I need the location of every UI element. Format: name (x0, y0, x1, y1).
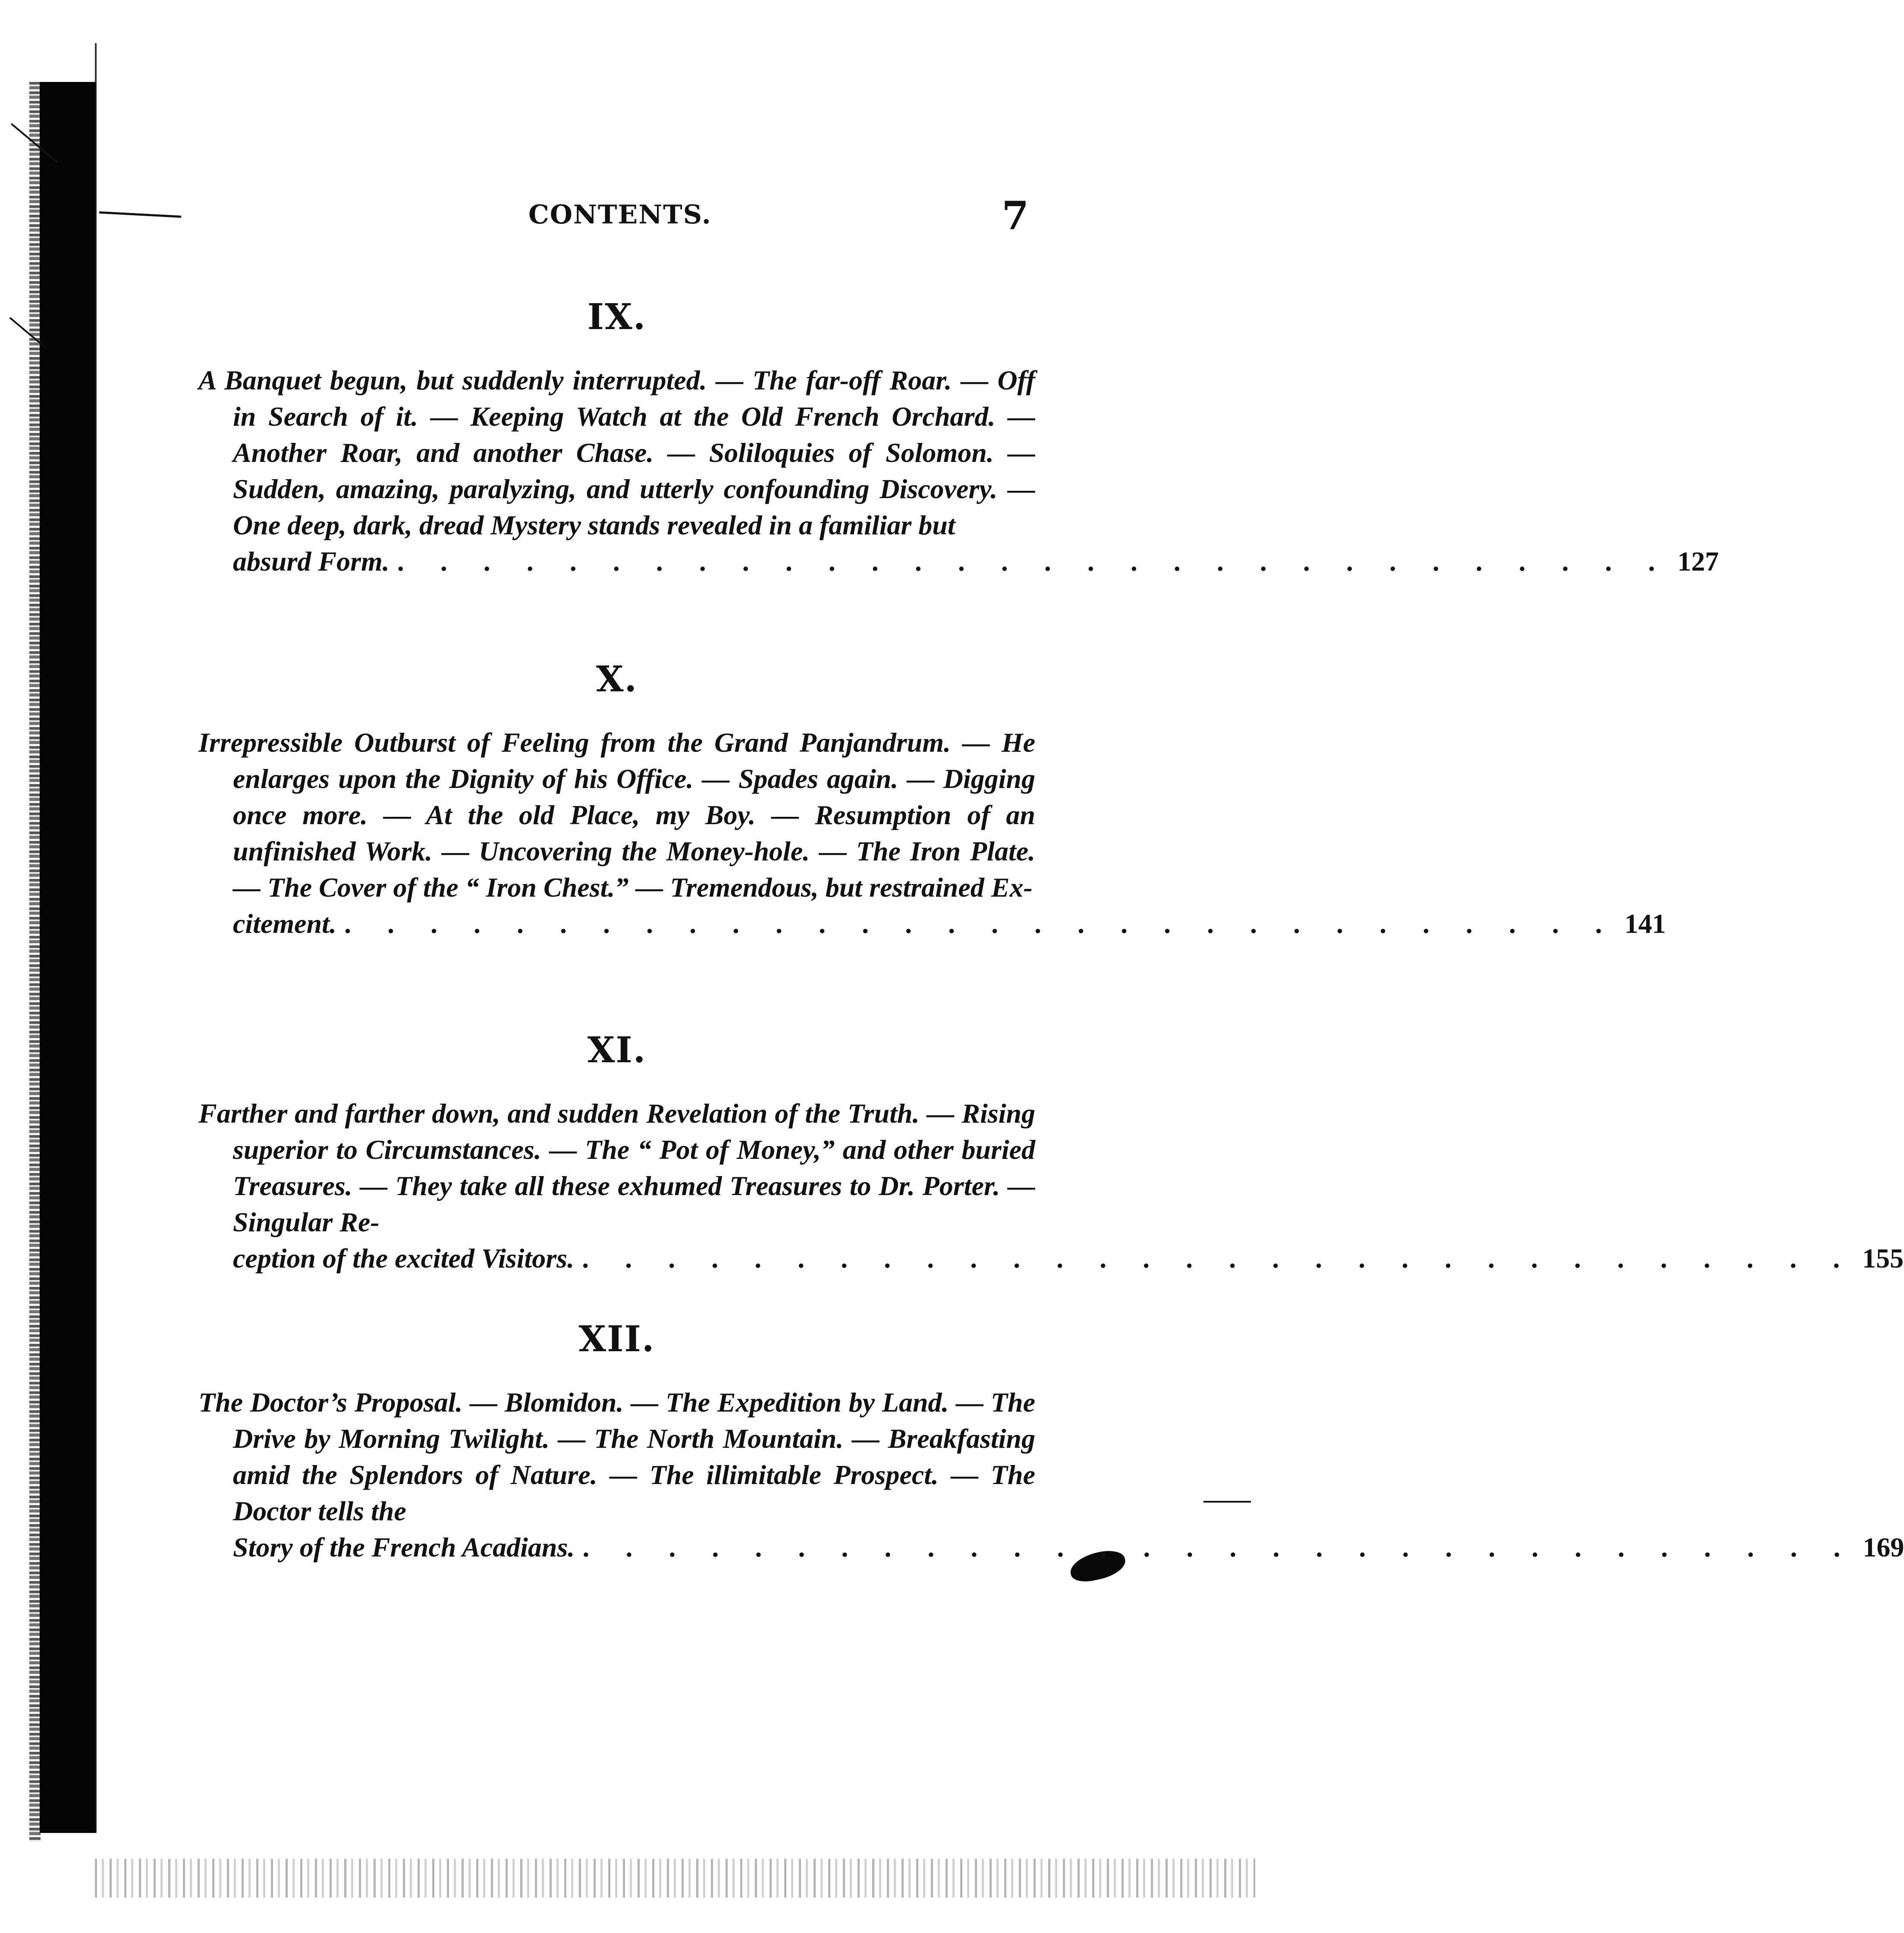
chapter-leader-row (198, 543, 1719, 580)
chapter-number: X. (596, 659, 638, 700)
chapter-leader-row (198, 1529, 1904, 1566)
margin-mark (1203, 1501, 1251, 1503)
chapter-number: XI. (587, 1029, 647, 1071)
page-number: 7 (1002, 193, 1029, 238)
chapter-entry-xii (198, 1315, 1904, 1566)
chapter-page-number: 127 (1677, 546, 1719, 577)
page-header (528, 193, 1029, 248)
spine-shadow (40, 82, 96, 1833)
summary-last-line: ception of the excited Visitors. (233, 1243, 575, 1274)
spine-edge (29, 82, 41, 1842)
chapter-page-number: 155 (1862, 1243, 1904, 1274)
page-bottom-edge (95, 1859, 1255, 1898)
chapter-number: XII. (578, 1318, 655, 1360)
chapter-entry-x (198, 656, 1666, 942)
chapter-summary: A Banquet begun, but suddenly interrupted. — The far-off Roar. — Off in Search of it. — Keeping Watch at the Old French Orchard. — Another Roar, and another Chase. — Soliloquies of Solomon. — Sudden, amazing, paralyzing, and utterly confounding Discovery. — One deep, dark, dread Mystery stands revealed in a familiar but (198, 365, 1035, 540)
chapter-number: IX. (587, 296, 647, 338)
chapter-entry-xi (198, 1026, 1904, 1277)
chapter-page-number: 141 (1624, 908, 1666, 939)
dot-leader: . . . . . . . . . . . . . . . . . . . . . . . . . . . . . . (582, 1243, 1855, 1274)
summary-last-line: citement. (233, 908, 336, 939)
dot-leader: . . . . . . . . . . . . . . . . . . . . . . . . . . . . . . (344, 908, 1617, 939)
chapter-page-number: 169 (1863, 1532, 1904, 1563)
summary-last-line: Story of the French Acadians. (233, 1532, 575, 1563)
dot-leader: . . . . . . . . . . . . . . . . . . . . . . . . . . . . . . (582, 1532, 1855, 1563)
summary-last-line: absurd Form. (233, 546, 390, 577)
chapter-summary: The Doctor’s Proposal. — Blomidon. — The Expedition by Land. — The Drive by Morning Twilight. — The North Mountain. — Breakfasting amid the Splendors of Nature. — The illimitable Prospect. — The Doctor tells the (198, 1387, 1035, 1526)
chapter-summary: Irrepressible Outburst of Feeling from the Grand Panjandrum. — He enlarges upon the Dignity of his Office. — Spades again. — Digging once more. — At the old Place, my Boy. — Resumption of an unfinished Work. — Uncovering the Money-hole. — The Iron Plate. — The Cover of the “ Iron Chest.” — Tremendous, but restrained Ex- (198, 727, 1035, 903)
chapter-leader-row (198, 906, 1666, 942)
dot-leader: . . . . . . . . . . . . . . . . . . . . . . . . . . . . . . (397, 546, 1670, 577)
margin-mark (99, 211, 181, 218)
chapter-leader-row (198, 1240, 1904, 1277)
running-head: CONTENTS. (528, 200, 712, 230)
chapter-entry-ix (198, 293, 1719, 580)
chapter-summary: Farther and farther down, and sudden Revelation of the Truth. — Rising superior to Circumstances. — The “ Pot of Money,” and other buried Treasures. — They take all these exhumed Treasures to Dr. Porter. — Singular Re- (198, 1098, 1035, 1237)
